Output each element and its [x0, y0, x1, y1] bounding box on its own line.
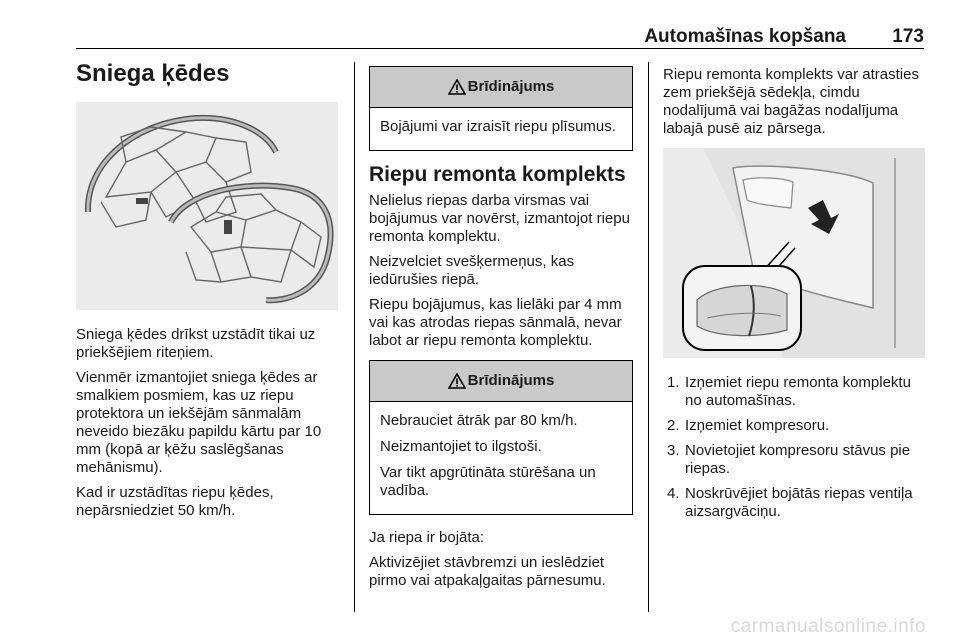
- warning-text: Bojājumi var izraisīt riepu plīsumus.: [380, 118, 616, 135]
- paragraph: Riepu bojājumus, kas lielāki par 4 mm vai kas atrodas riepas sānmalā, nevar labot ar riepu remonta komplektu.: [369, 296, 622, 349]
- column-divider: [648, 62, 649, 612]
- paragraph: Nelielus riepas darba virsmas vai bojājumus var novērst, izmantojot riepu remonta komplektu.: [369, 192, 630, 245]
- running-title: Automašīnas kopšana: [644, 26, 846, 47]
- column-repair-kit: [369, 66, 633, 597]
- section-heading-repair-kit: Riepu remonta komplekts: [369, 163, 626, 186]
- list-item: 1. Izņemiet riepu remonta komplektu no automašīnas.: [667, 374, 911, 409]
- warning-body: [370, 402, 632, 514]
- paragraph: Vienmēr izmantojiet sniega ķēdes ar smalkiem posmiem, kas uz riepu protektora un iekšējām sānmalām neveido biezāku papildu kārtu par 10 mm (kopā ar ķēžu saslēgšanas mehānismu).: [76, 369, 322, 476]
- watermark: carmanualsonline.info: [730, 616, 926, 637]
- snow-chain-drawing: [76, 102, 338, 310]
- warning-text: Neizmantojiet to ilgstoši.: [380, 438, 542, 455]
- page-number: 173: [892, 26, 924, 47]
- trunk-compartment-drawing: [663, 148, 925, 358]
- section-heading-snow-chains: Sniega ķēdes: [76, 60, 230, 87]
- paragraph: Neizvelciet svešķermeņus, kas iedūrušies riepā.: [369, 253, 575, 288]
- paragraph: Sniega ķēdes drīkst uzstādīt tikai uz priekšējiem riteņiem.: [76, 326, 316, 361]
- warning-header: [370, 361, 632, 402]
- list-item: 4. Noskrūvējiet bojātās riepas ventiļa aizsargvāciņu.: [667, 485, 913, 520]
- snow-chains-illustration: [76, 102, 338, 310]
- paragraph: Riepu remonta komplekts var atrasties zem priekšējā sēdekļa, cimdu nodalījumā vai bagāžas nodalījuma labajā pusē aiz pārsega.: [663, 66, 919, 137]
- paragraph: Aktivizējiet stāvbremzi un ieslēdziet pirmo vai atpakaļgaitas pārnesumu.: [369, 554, 606, 589]
- paragraph: Kad ir uzstādītas riepu ķēdes, nepārsniedziet 50 km/h.: [76, 484, 274, 519]
- warning-text: Nebrauciet ātrāk par 80 km/h.: [380, 412, 578, 429]
- warning-box: [369, 66, 633, 151]
- warning-triangle-icon: [448, 373, 466, 389]
- steps-list: [663, 374, 925, 521]
- warning-header: [370, 67, 632, 108]
- warning-box: [369, 360, 633, 515]
- warning-title: Brīdinājums: [467, 78, 555, 95]
- column-snow-chains: [76, 60, 338, 527]
- column-repair-kit-continued: [663, 66, 925, 528]
- warning-text: Var tikt apgrūtināta stūrēšana un vadība.: [380, 464, 596, 499]
- warning-body: [370, 108, 632, 150]
- repair-kit-location-illustration: [663, 148, 925, 358]
- page-header: [76, 22, 924, 49]
- warning-title: Brīdinājums: [467, 372, 555, 389]
- list-item: 2. Izņemiet kompresoru.: [667, 417, 830, 434]
- column-divider: [354, 62, 355, 612]
- list-item: 3. Novietojiet kompresoru stāvus pie riepas.: [667, 442, 911, 477]
- paragraph: Ja riepa ir bojāta:: [369, 529, 485, 546]
- warning-triangle-icon: [448, 79, 466, 95]
